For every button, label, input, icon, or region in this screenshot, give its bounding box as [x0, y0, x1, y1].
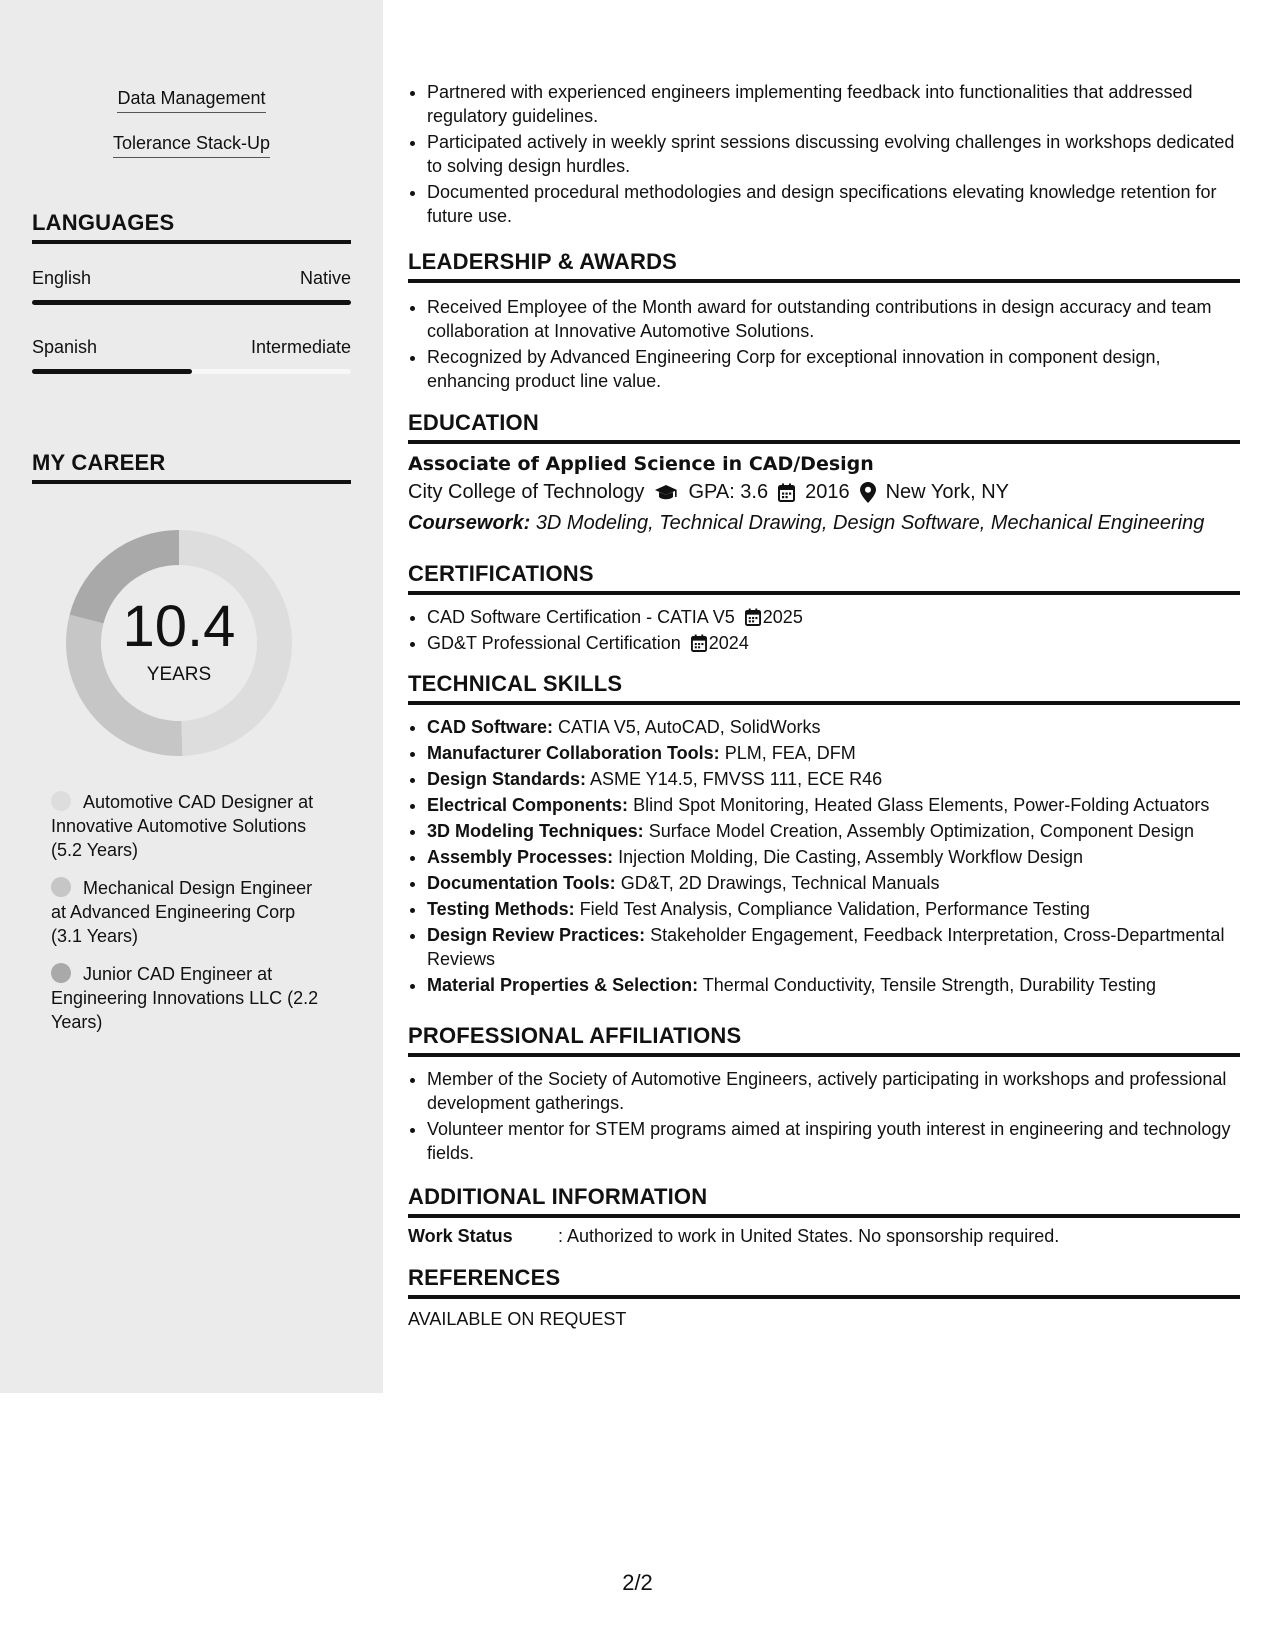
section-heading: EDUCATION: [408, 410, 1240, 444]
skill-tag: Data Management: [0, 88, 383, 113]
experience-continued: [408, 80, 1240, 230]
page-number: 2/2: [622, 1570, 653, 1595]
career-heading: MY CAREER: [32, 450, 351, 484]
language-proficiency-bar: [32, 300, 351, 305]
language-proficiency-fill: [32, 369, 192, 374]
skill-value: Blind Spot Monitoring, Heated Glass Elements, Power-Folding Actuators: [633, 795, 1210, 815]
coursework-label: Coursework:: [408, 512, 531, 534]
skill-item: [427, 973, 1240, 997]
skill-item: [427, 871, 1240, 895]
skill-value: Stakeholder Engagement, Feedback Interpretation, Cross-Departmental Reviews: [427, 925, 1225, 969]
career-item: Junior CAD Engineer at Engineering Innovations LLC (2.2 Years): [51, 964, 319, 1032]
skill-label: Design Review Practices:: [427, 925, 646, 945]
graduation-year: 2016: [805, 481, 850, 503]
leadership-section: [408, 249, 1240, 395]
sidebar: [0, 0, 383, 1393]
school-name: City College of Technology: [408, 481, 645, 503]
skill-value: Surface Model Creation, Assembly Optimization, Component Design: [648, 821, 1194, 841]
technical-skills-list: [408, 715, 1240, 997]
skill-value: Field Test Analysis, Compliance Validation, Performance Testing: [579, 899, 1090, 919]
certification-item: • CAD Software Certification - CATIA V5 2025: [427, 605, 1240, 629]
career-total-years: 10.4: [122, 594, 236, 659]
language-row: [32, 337, 351, 358]
skill-value: GD&T, 2D Drawings, Technical Manuals: [620, 873, 940, 893]
skill-item: [427, 767, 1240, 791]
education-details: [408, 481, 1240, 504]
skill-item: [427, 793, 1240, 817]
languages-heading: LANGUAGES: [32, 210, 351, 244]
coursework-list: 3D Modeling, Technical Drawing, Design Software, Mechanical Engineering: [535, 512, 1205, 534]
skill-item: [427, 923, 1240, 971]
language-proficiency-bar: [32, 369, 351, 374]
list-item: • Partnered with experienced engineers implementing feedback into functionalities that addressed regulatory guidelines.: [427, 80, 1240, 128]
list-item: • Recognized by Advanced Engineering Corp for exceptional innovation in component design, enhancing product line value.: [427, 345, 1240, 393]
map-pin-icon: [860, 482, 876, 503]
work-status-value: : Authorized to work in United States. No sponsorship required.: [558, 1226, 1060, 1246]
school-location: New York, NY: [885, 481, 1009, 503]
language-row: [32, 268, 351, 289]
list-item: • Member of the Society of Automotive Engineers, actively participating in workshops and professional development gatherings.: [427, 1067, 1240, 1115]
skill-label: Electrical Components:: [427, 795, 629, 815]
skill-value: CATIA V5, AutoCAD, SolidWorks: [558, 717, 821, 737]
list-item: • Received Employee of the Month award for outstanding contributions in design accuracy and team collaboration at Innovative Automotive Solutions.: [427, 295, 1240, 343]
skill-item: [427, 741, 1240, 765]
calendar-icon: [691, 634, 707, 652]
language-name: Spanish: [32, 337, 98, 357]
skill-label: 3D Modeling Techniques:: [427, 821, 644, 841]
language-proficiency-fill: [32, 300, 351, 305]
calendar-icon: [745, 608, 761, 626]
skill-label: Manufacturer Collaboration Tools:: [427, 743, 720, 763]
career-item: Mechanical Design Engineer at Advanced Engineering Corp (3.1 Years): [51, 878, 313, 946]
list-item: • Volunteer mentor for STEM programs aimed at inspiring youth interest in engineering and technology fields.: [427, 1117, 1240, 1165]
calendar-icon: [778, 483, 795, 502]
work-status-row: [408, 1226, 1240, 1247]
list-item: • Participated actively in weekly sprint sessions discussing evolving challenges in workshops dedicated to solving design hurdles.: [427, 130, 1240, 178]
experience-bullets: [408, 80, 1240, 228]
work-status-label: Work Status: [408, 1226, 513, 1246]
career-item: Automotive CAD Designer at Innovative Automotive Solutions (5.2 Years): [51, 792, 314, 860]
section-heading: TECHNICAL SKILLS: [408, 671, 1240, 705]
skill-item: [427, 715, 1240, 739]
section-heading: ADDITIONAL INFORMATION: [408, 1184, 1240, 1218]
education-section: [408, 410, 1240, 535]
section-heading: LEADERSHIP & AWARDS: [408, 249, 1240, 283]
coursework: [408, 512, 1240, 535]
skill-label: Material Properties & Selection:: [427, 975, 699, 995]
skill-item: [427, 897, 1240, 921]
list-item: • Documented procedural methodologies and design specifications elevating knowledge retention for future use.: [427, 180, 1240, 228]
certification-item: • GD&T Professional Certification 2024: [427, 631, 1240, 655]
references-text: AVAILABLE ON REQUEST: [408, 1309, 627, 1329]
section-heading: PROFESSIONAL AFFILIATIONS: [408, 1023, 1240, 1057]
section-heading: REFERENCES: [408, 1265, 1240, 1299]
references-section: [408, 1265, 1240, 1330]
skill-label: Design Standards:: [427, 769, 587, 789]
skill-item: [427, 845, 1240, 869]
degree-title: Associate of Applied Science in CAD/Design: [408, 453, 874, 475]
career-total-unit: YEARS: [146, 664, 212, 685]
language-level: Intermediate: [250, 337, 351, 357]
gpa: GPA: 3.6: [688, 481, 769, 503]
language-name: English: [32, 268, 92, 288]
skill-label: Testing Methods:: [427, 899, 575, 919]
affiliations-section: [408, 1023, 1240, 1167]
language-level: Native: [299, 268, 351, 288]
legend-dot: [51, 877, 71, 897]
skill-label: Documentation Tools:: [427, 873, 616, 893]
skill-label: Assembly Processes:: [427, 847, 614, 867]
skill-value: PLM, FEA, DFM: [724, 743, 856, 763]
additional-info-section: [408, 1184, 1240, 1247]
skill-label: CAD Software:: [427, 717, 554, 737]
graduation-cap-icon: [654, 484, 678, 502]
technical-skills-section: [408, 671, 1240, 999]
certifications-section: [408, 561, 1240, 657]
skill-value: Thermal Conductivity, Tensile Strength, Durability Testing: [702, 975, 1156, 995]
section-heading: CERTIFICATIONS: [408, 561, 1240, 595]
skill-value: Injection Molding, Die Casting, Assembly Workflow Design: [618, 847, 1083, 867]
skill-value: ASME Y14.5, FMVSS 111, ECE R46: [590, 769, 883, 789]
skill-tag: Tolerance Stack-Up: [0, 133, 383, 158]
skill-item: [427, 819, 1240, 843]
legend-dot: [51, 791, 71, 811]
legend-dot: [51, 963, 71, 983]
